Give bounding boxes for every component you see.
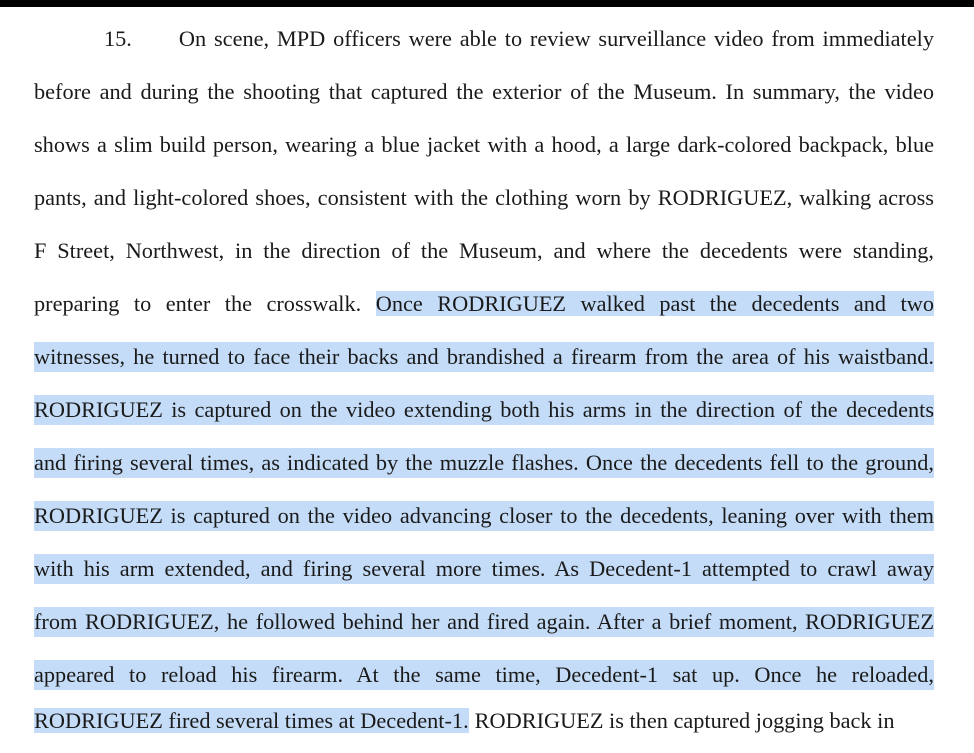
paragraph-line-3: shows a slim build person, wearing a blue jacket with a hood, a large dark-colored backpack, blue bbox=[34, 132, 934, 157]
highlighted-line-7[interactable]: witnesses, he turned to face their backs and brandished a firearm from the area of his waistband. bbox=[34, 342, 934, 372]
highlighted-line-13[interactable]: appeared to reload his firearm. At the same time, Decedent-1 sat up. Once he reloaded, bbox=[34, 660, 934, 690]
paragraph-line-5: F Street, Northwest, in the direction of the Museum, and where the decedents were standing, bbox=[34, 238, 934, 263]
paragraph-line-14 bbox=[34, 706, 934, 736]
paragraph-number: 15. bbox=[104, 26, 132, 51]
top-border bbox=[0, 0, 974, 7]
line-text: On scene, MPD officers were able to review surveillance video from immediately bbox=[178, 26, 934, 51]
highlighted-line-9[interactable]: and firing several times, as indicated by the muzzle flashes. Once the decedents fell to the ground, bbox=[34, 448, 934, 478]
highlighted-line-8[interactable]: RODRIGUEZ is captured on the video extending both his arms in the direction of the decedents bbox=[34, 395, 934, 425]
highlighted-text[interactable]: Once RODRIGUEZ walked past the decedents and two bbox=[375, 291, 934, 316]
highlighted-line-12[interactable]: from RODRIGUEZ, he followed behind her and fired again. After a brief moment, RODRIGUEZ bbox=[34, 607, 934, 637]
highlighted-line-10[interactable]: RODRIGUEZ is captured on the video advancing closer to the decedents, leaning over with them bbox=[34, 501, 934, 531]
paragraph-line-2: before and during the shooting that captured the exterior of the Museum. In summary, the video bbox=[34, 79, 934, 104]
highlighted-text[interactable]: RODRIGUEZ fired several times at Decedent-1. bbox=[34, 708, 469, 733]
highlighted-line-11[interactable]: with his arm extended, and firing several more times. As Decedent-1 attempted to crawl away bbox=[34, 554, 934, 584]
paragraph-line-1 bbox=[104, 24, 934, 54]
paragraph-line-6 bbox=[34, 289, 934, 319]
paragraph-line-4: pants, and light-colored shoes, consistent with the clothing worn by RODRIGUEZ, walking across bbox=[34, 185, 934, 210]
line-text-plain: preparing to enter the crosswalk. bbox=[34, 291, 362, 316]
line-text-plain: RODRIGUEZ is then captured jogging back in bbox=[474, 708, 895, 733]
